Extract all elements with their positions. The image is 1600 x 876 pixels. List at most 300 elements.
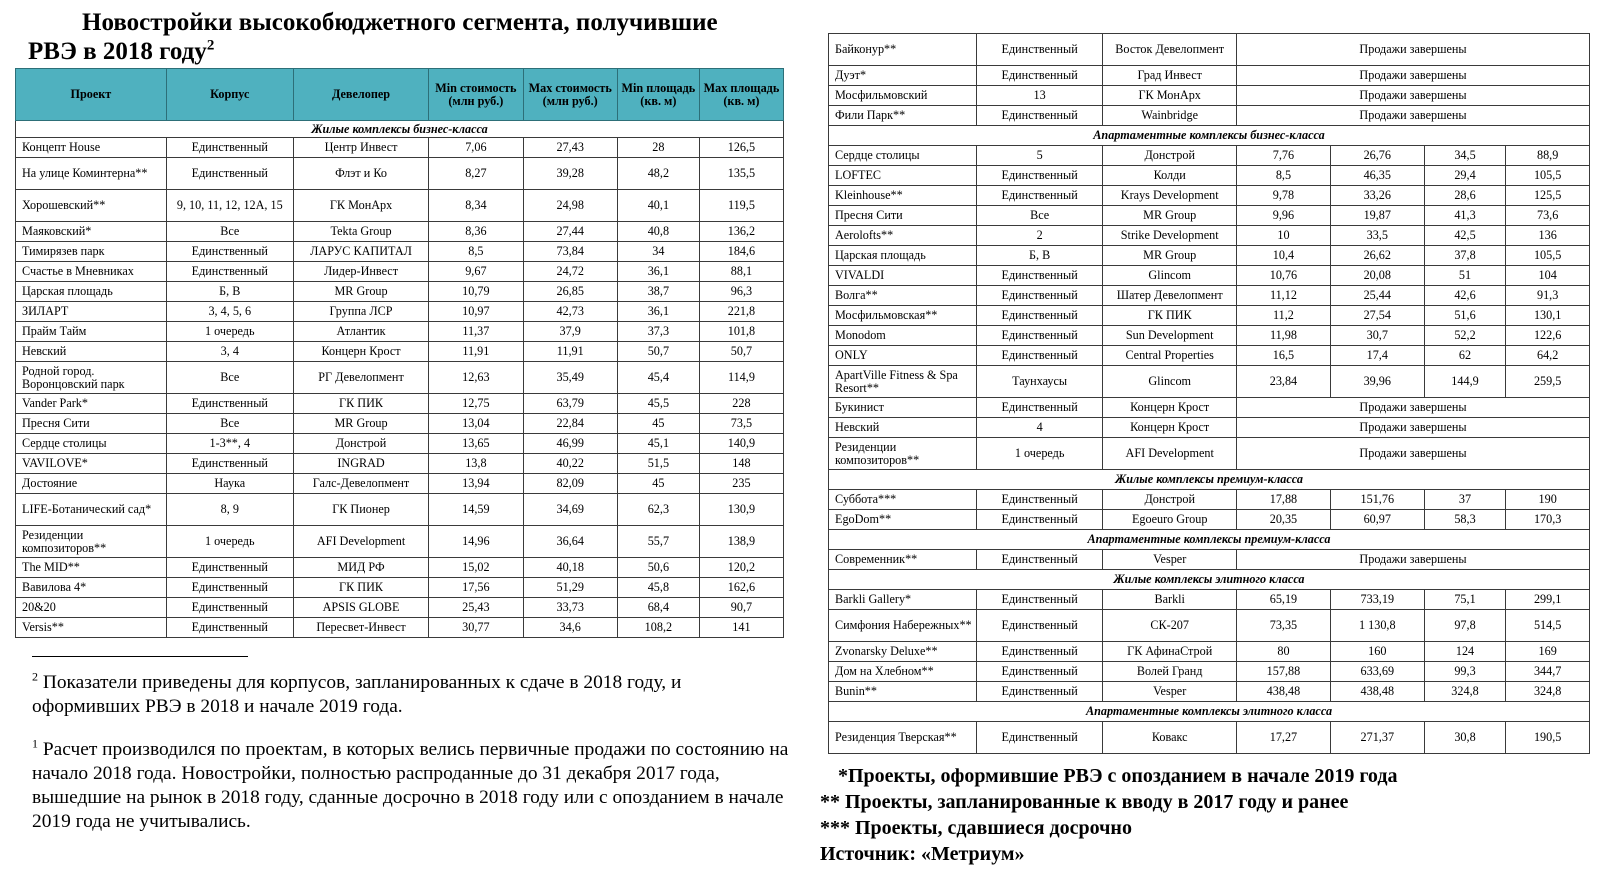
table-cell: Все [166,414,293,434]
table-cell: 8,5 [1237,166,1331,186]
table-cell: Резиденции композиторов** [829,438,977,470]
table-row [16,282,784,302]
table-cell: 36,1 [617,262,699,282]
table-cell: 7,06 [429,138,523,158]
table-cell: Хорошевский** [16,190,167,222]
table-row [829,510,1590,530]
table-cell: INGRAD [293,454,428,474]
table-cell: Шатер Девелопмент [1103,286,1237,306]
table-cell: 2 [976,226,1102,246]
table-cell: 105,5 [1506,166,1590,186]
table-cell: Прайм Тайм [16,322,167,342]
table-cell: Невский [16,342,167,362]
table-cell: 141 [699,618,783,638]
legend-notes [820,763,1580,867]
table-cell: 50,7 [617,342,699,362]
table-cell: 108,2 [617,618,699,638]
table-cell: 16,5 [1237,346,1331,366]
table-cell: Единственный [166,558,293,578]
table-cell: 140,9 [699,434,783,454]
table-cell: 9,67 [429,262,523,282]
column-header: Min стоимость (млн руб.) [429,69,523,121]
table-row [829,166,1590,186]
table-row [16,262,784,282]
table-cell: Концерн Крост [1103,398,1237,418]
table-cell: Резиденция Тверская** [829,722,977,754]
table-row [16,242,784,262]
sales-status-cell: Продажи завершены [1237,398,1590,418]
note-source: Источник: «Метриум» [820,843,1025,865]
table-cell: 17,4 [1330,346,1424,366]
table-row [829,366,1590,398]
table-cell: Единственный [976,610,1102,642]
table-cell: 96,3 [699,282,783,302]
table-row [16,474,784,494]
table-cell: 20&20 [16,598,167,618]
table-cell: 11,37 [429,322,523,342]
table-cell: 184,6 [699,242,783,262]
table-cell: Байконур** [829,34,977,66]
table-cell: 48,2 [617,158,699,190]
table-cell: Единственный [976,326,1102,346]
table-cell: 1-3**, 4 [166,434,293,454]
table-cell: 23,84 [1237,366,1331,398]
table-cell: 40,22 [523,454,617,474]
footnote-1 [32,738,792,834]
table-cell: 45 [617,474,699,494]
table-cell: Единственный [166,262,293,282]
table-cell: Aerolofts** [829,226,977,246]
table-cell: 10,76 [1237,266,1331,286]
page-title [28,8,788,66]
table-cell: 17,56 [429,578,523,598]
table-cell: Kleinhouse** [829,186,977,206]
table-cell: 633,69 [1330,662,1424,682]
table-cell: 14,59 [429,494,523,526]
table-cell: Концерн Крост [293,342,428,362]
table-cell: Единственный [166,158,293,190]
table-cell: Glincom [1103,266,1237,286]
table-cell: 9,96 [1237,206,1331,226]
table-cell: 344,7 [1506,662,1590,682]
table-cell: Донстрой [1103,490,1237,510]
table-cell: Единственный [976,398,1102,418]
table-cell: 20,35 [1237,510,1331,530]
note-planned: ** Проекты, запланированные к вводу в 2017 году и ранее [820,791,1349,813]
table-cell: 514,5 [1506,610,1590,642]
table-cell: Единственный [166,242,293,262]
table-cell: 136,2 [699,222,783,242]
sales-status-cell: Продажи завершены [1237,418,1590,438]
table-cell: 58,3 [1424,510,1506,530]
table-cell: ApartVille Fitness & Spa Resort** [829,366,977,398]
section-heading: Апартаментные комплексы премиум-класса [829,530,1590,550]
left-table-header [16,69,784,121]
table-cell: 42,6 [1424,286,1506,306]
table-cell: LIFE-Ботанический сад* [16,494,167,526]
table-cell: Мосфильмовская** [829,306,977,326]
table-cell: 34,69 [523,494,617,526]
table-cell: Наука [166,474,293,494]
table-cell: APSIS GLOBE [293,598,428,618]
table-cell: Единственный [976,286,1102,306]
table-cell: Central Properties [1103,346,1237,366]
table-cell: Букинист [829,398,977,418]
table-cell: MR Group [293,414,428,434]
table-cell: На улице Коминтерна** [16,158,167,190]
table-row [16,618,784,638]
table-cell: 34,5 [1424,146,1506,166]
table-cell: 151,76 [1330,490,1424,510]
right-table [828,33,1590,754]
table-row [16,526,784,558]
table-cell: Атлантик [293,322,428,342]
table-row [829,642,1590,662]
table-cell: 26,62 [1330,246,1424,266]
table-cell: Симфония Набережных** [829,610,977,642]
table-cell: 104 [1506,266,1590,286]
table-cell: 120,2 [699,558,783,578]
table-cell: Единственный [166,598,293,618]
table-cell: 9, 10, 11, 12, 12А, 15 [166,190,293,222]
table-cell: 55,7 [617,526,699,558]
table-cell: Маяковский* [16,222,167,242]
column-header: Max площадь (кв. м) [699,69,783,121]
table-cell: 60,97 [1330,510,1424,530]
table-cell: 26,76 [1330,146,1424,166]
table-cell: 122,6 [1506,326,1590,346]
table-row [829,246,1590,266]
table-cell: Резиденции композиторов** [16,526,167,558]
table-cell: 30,8 [1424,722,1506,754]
table-cell: 97,8 [1424,610,1506,642]
table-cell: 90,7 [699,598,783,618]
table-cell: 13 [976,86,1102,106]
table-row [16,414,784,434]
table-row [829,346,1590,366]
table-cell: 105,5 [1506,246,1590,266]
table-cell: 11,91 [429,342,523,362]
table-cell: Донстрой [1103,146,1237,166]
table-cell: 119,5 [699,190,783,222]
table-cell: Glincom [1103,366,1237,398]
table-cell: Vesper [1103,550,1237,570]
table-row [829,86,1590,106]
table-row [16,454,784,474]
table-cell: Единственный [166,578,293,598]
table-row [16,190,784,222]
table-cell: VIVALDI [829,266,977,286]
table-cell: Царская площадь [829,246,977,266]
table-cell: Волга** [829,286,977,306]
table-cell: ONLY [829,346,977,366]
table-cell: 15,02 [429,558,523,578]
table-cell: 235 [699,474,783,494]
table-row [829,186,1590,206]
table-row [829,226,1590,246]
section-heading: Апартаментные комплексы элитного класса [829,702,1590,722]
table-cell: 299,1 [1506,590,1590,610]
table-cell: 136 [1506,226,1590,246]
section-heading: Жилые комплексы элитного класса [829,570,1590,590]
table-cell: 50,6 [617,558,699,578]
table-cell: 34,6 [523,618,617,638]
table-row [16,394,784,414]
table-cell: 13,94 [429,474,523,494]
table-cell: Все [166,362,293,394]
table-cell: 73,84 [523,242,617,262]
title-line-1: Новостройки высокобюджетного сегмента, получившие [82,9,718,36]
table-cell: Все [166,222,293,242]
table-cell: 28,6 [1424,186,1506,206]
table-cell: 75,1 [1424,590,1506,610]
table-cell: Единственный [976,490,1102,510]
table-cell: 11,2 [1237,306,1331,326]
table-cell: 438,48 [1330,682,1424,702]
table-row [16,434,784,454]
table-cell: 221,8 [699,302,783,322]
table-row [829,662,1590,682]
table-cell: 8,36 [429,222,523,242]
table-cell: Таунхаусы [976,366,1102,398]
table-cell: 14,96 [429,526,523,558]
table-cell: 28 [617,138,699,158]
table-cell: 40,1 [617,190,699,222]
table-cell: AFI Development [293,526,428,558]
table-cell: MR Group [293,282,428,302]
table-row [829,418,1590,438]
table-row [829,106,1590,126]
table-cell: ЛАРУС КАПИТАЛ [293,242,428,262]
table-cell: Концепт House [16,138,167,158]
table-cell: 42,73 [523,302,617,322]
table-cell: 7,76 [1237,146,1331,166]
table-cell: 27,43 [523,138,617,158]
table-cell: 35,49 [523,362,617,394]
table-cell: Единственный [976,510,1102,530]
table-cell: Strike Development [1103,226,1237,246]
table-cell: Б, В [166,282,293,302]
table-cell: 130,9 [699,494,783,526]
table-cell: 65,19 [1237,590,1331,610]
table-cell: Единственный [976,186,1102,206]
table-cell: 160 [1330,642,1424,662]
table-cell: 42,5 [1424,226,1506,246]
table-cell: Egoeuro Group [1103,510,1237,530]
table-cell: 40,8 [617,222,699,242]
title-line-2: РВЭ в 2018 году [28,38,207,65]
table-cell: Царская площадь [16,282,167,302]
table-cell: СК-207 [1103,610,1237,642]
table-cell: ГК ПИК [293,394,428,414]
table-cell: Единственный [976,266,1102,286]
table-cell: 138,9 [699,526,783,558]
table-cell: 99,3 [1424,662,1506,682]
table-row [829,398,1590,418]
table-cell: 12,75 [429,394,523,414]
table-row [16,322,784,342]
table-cell: 25,43 [429,598,523,618]
table-row [829,590,1590,610]
table-cell: 27,54 [1330,306,1424,326]
table-cell: 33,26 [1330,186,1424,206]
table-cell: Флэт и Ко [293,158,428,190]
sales-status-cell: Продажи завершены [1237,66,1590,86]
table-cell: 169 [1506,642,1590,662]
table-cell: 36,1 [617,302,699,322]
table-cell: 68,4 [617,598,699,618]
table-cell: LOFTEC [829,166,977,186]
table-cell: 39,96 [1330,366,1424,398]
table-cell: Единственный [166,138,293,158]
table-cell: 51,6 [1424,306,1506,326]
table-cell: Единственный [166,454,293,474]
table-cell: Пресня Сити [829,206,977,226]
sales-status-cell: Продажи завершены [1237,86,1590,106]
table-cell: 37,8 [1424,246,1506,266]
table-row [829,286,1590,306]
table-cell: 30,77 [429,618,523,638]
table-row [16,138,784,158]
table-row [829,610,1590,642]
table-cell: 17,27 [1237,722,1331,754]
table-cell: Ковакс [1103,722,1237,754]
table-cell: Вавилова 4* [16,578,167,598]
sales-status-cell: Продажи завершены [1237,438,1590,470]
table-row [16,598,784,618]
table-cell: Единственный [976,66,1102,86]
table-cell: Б, В [976,246,1102,266]
table-cell: 438,48 [1237,682,1331,702]
table-cell: 8,5 [429,242,523,262]
table-row [829,550,1590,570]
table-cell: 29,4 [1424,166,1506,186]
table-cell: Сердце столицы [829,146,977,166]
table-row [829,682,1590,702]
table-cell: 12,63 [429,362,523,394]
footnote-1-text: Расчет производился по проектам, в которых велись первичные продажи по состоянию на начало 2018 года. Новостройки, полностью распроданные до 31 декабря 2017 года, вышедшие на рынок в 2018 году, сданные досрочно в 2018 году или с опозданием в начале 2019 года не учитывались. [32,739,789,832]
column-header: Проект [16,69,167,121]
table-row [16,494,784,526]
table-cell: 101,8 [699,322,783,342]
table-cell: 51,29 [523,578,617,598]
table-cell: 46,35 [1330,166,1424,186]
table-cell: 50,7 [699,342,783,362]
table-cell: Центр Инвест [293,138,428,158]
table-cell: 148 [699,454,783,474]
table-row [16,558,784,578]
table-cell: ГК ПИК [1103,306,1237,326]
table-cell: Vander Park* [16,394,167,414]
table-cell: 1 очередь [166,322,293,342]
table-cell: 1 130,8 [1330,610,1424,642]
table-cell: Группа ЛСР [293,302,428,322]
table-cell: 73,6 [1506,206,1590,226]
table-cell: 64,2 [1506,346,1590,366]
section-heading: Жилые комплексы бизнес-класса [16,121,784,138]
table-cell: 62,3 [617,494,699,526]
table-cell: Barkli [1103,590,1237,610]
column-header: Max стоимость (млн руб.) [523,69,617,121]
table-cell: 25,44 [1330,286,1424,306]
table-cell: 39,28 [523,158,617,190]
table-cell: Дуэт* [829,66,977,86]
table-cell: Град Инвест [1103,66,1237,86]
table-cell: 24,98 [523,190,617,222]
note-early: *** Проекты, сдавшиеся досрочно [820,817,1132,839]
table-row [16,222,784,242]
table-cell: 130,1 [1506,306,1590,326]
table-cell: Все [976,206,1102,226]
table-cell: 41,3 [1424,206,1506,226]
table-cell: Единственный [166,394,293,414]
table-cell: MR Group [1103,206,1237,226]
table-cell: 88,9 [1506,146,1590,166]
table-cell: 11,91 [523,342,617,362]
table-cell: Единственный [976,306,1102,326]
table-cell: Современник** [829,550,977,570]
table-cell: 51,5 [617,454,699,474]
table-cell: 37,9 [523,322,617,342]
table-cell: 63,79 [523,394,617,414]
table-cell: 190 [1506,490,1590,510]
table-cell: 82,09 [523,474,617,494]
table-row [829,326,1590,346]
left-table [15,68,784,638]
table-cell: 4 [976,418,1102,438]
table-row [829,146,1590,166]
table-row [829,266,1590,286]
table-cell: Versis** [16,618,167,638]
table-cell: 22,84 [523,414,617,434]
table-cell: 324,8 [1424,682,1506,702]
table-cell: 33,5 [1330,226,1424,246]
table-cell: 13,04 [429,414,523,434]
table-cell: 45,4 [617,362,699,394]
table-cell: 259,5 [1506,366,1590,398]
table-cell: МИД РФ [293,558,428,578]
table-cell: 62 [1424,346,1506,366]
table-cell: Восток Девелопмент [1103,34,1237,66]
table-cell: Фили Парк** [829,106,977,126]
table-cell: 10 [1237,226,1331,246]
table-cell: 13,65 [429,434,523,454]
table-cell: Волей Гранд [1103,662,1237,682]
table-cell: Пересвет-Инвест [293,618,428,638]
table-cell: 45 [617,414,699,434]
column-header: Min площадь (кв. м) [617,69,699,121]
table-cell: Bunin** [829,682,977,702]
table-cell: 125,5 [1506,186,1590,206]
table-cell: 8, 9 [166,494,293,526]
table-cell: 19,87 [1330,206,1424,226]
table-cell: 10,79 [429,282,523,302]
table-cell: Галс-Девелопмент [293,474,428,494]
table-cell: Единственный [976,550,1102,570]
table-cell: Tekta Group [293,222,428,242]
table-cell: Wainbridge [1103,106,1237,126]
table-cell: 20,08 [1330,266,1424,286]
table-cell: 91,3 [1506,286,1590,306]
table-cell: 36,64 [523,526,617,558]
table-cell: 33,73 [523,598,617,618]
table-cell: Sun Development [1103,326,1237,346]
table-cell: Достояние [16,474,167,494]
table-cell: 3, 4, 5, 6 [166,302,293,322]
table-cell: AFI Development [1103,438,1237,470]
table-cell: 34 [617,242,699,262]
table-row [829,438,1590,470]
